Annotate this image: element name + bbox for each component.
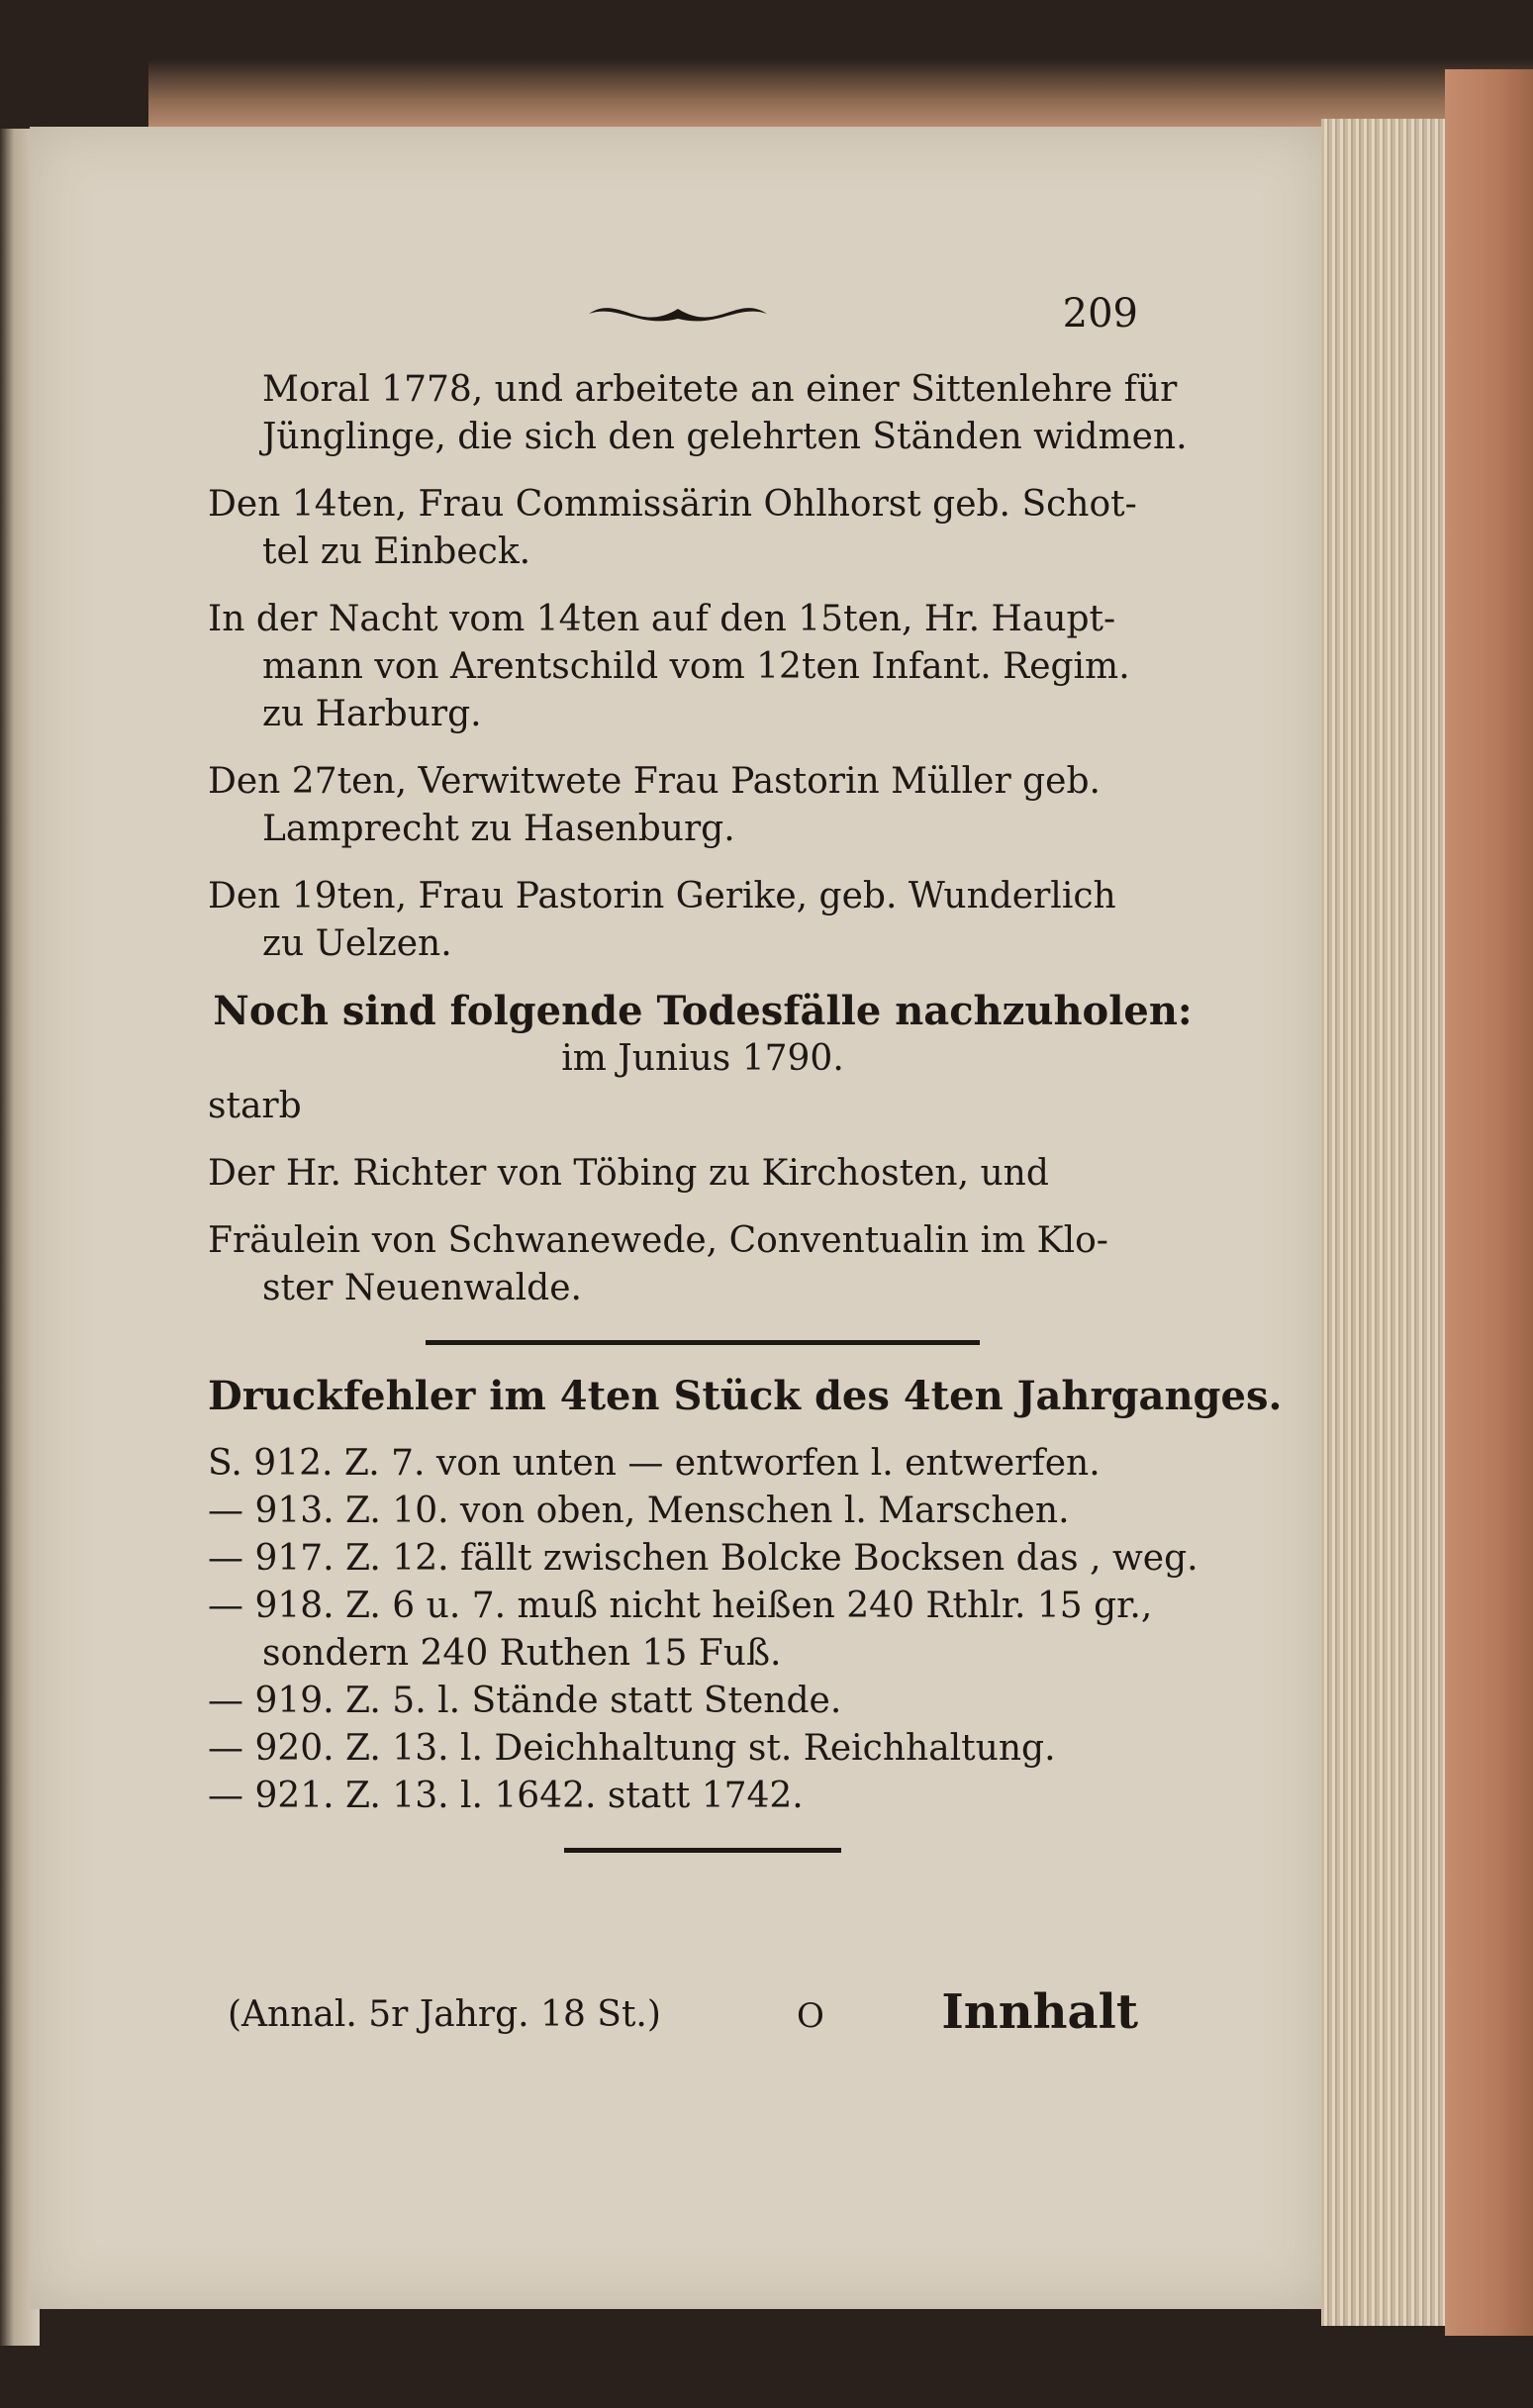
text-line: Den 27ten, Verwitwete Frau Pastorin Müller geb. bbox=[208, 761, 1101, 802]
errata-line: — 921. Z. 13. l. 1642. statt 1742. bbox=[208, 1776, 804, 1816]
text-line: Moral 1778, und arbeitete an einer Sittenlehre für bbox=[262, 369, 1178, 410]
errata-list bbox=[208, 1440, 1198, 1820]
text-line: Den 19ten, Frau Pastorin Gerike, geb. Wunderlich bbox=[208, 876, 1116, 916]
footer-mark: O bbox=[797, 1996, 824, 2036]
text-line: zu Uelzen. bbox=[262, 923, 452, 964]
divider-rule bbox=[426, 1340, 980, 1345]
text-line: Den 14ten, Frau Commissärin Ohlhorst geb. Schot- bbox=[208, 484, 1137, 525]
errata-line: — 919. Z. 5. l. Stände statt Stende. bbox=[208, 1681, 842, 1721]
divider-rule bbox=[564, 1848, 841, 1853]
text-line: Der Hr. Richter von Töbing zu Kirchosten, und bbox=[208, 1153, 1049, 1194]
page-body bbox=[208, 287, 1283, 1880]
page-fore-edge bbox=[1321, 119, 1450, 2326]
page-footer bbox=[228, 1984, 1138, 2054]
text-line: Fräulein von Schwanewede, Conventualin im Klo- bbox=[208, 1220, 1108, 1261]
text-line: starb bbox=[208, 1086, 302, 1126]
obituary-block bbox=[208, 366, 1198, 968]
errata-line: — 913. Z. 10. von oben, Menschen l. Marschen. bbox=[208, 1491, 1070, 1531]
text-line: Lamprecht zu Hasenburg. bbox=[262, 809, 735, 849]
section-subtitle: im Junius 1790. bbox=[561, 1038, 844, 1079]
signature-mark: (Annal. 5r Jahrg. 18 St.) bbox=[228, 1994, 661, 2035]
page-number: 209 bbox=[1062, 291, 1138, 337]
errata-line: sondern 240 Ruthen 15 Fuß. bbox=[262, 1633, 782, 1674]
errata-line: — 920. Z. 13. l. Deichhaltung st. Reichhaltung. bbox=[208, 1728, 1056, 1769]
errata-line: S. 912. Z. 7. von unten — entworfen l. entwerfen. bbox=[208, 1443, 1101, 1484]
errata-title: Druckfehler im 4ten Stück des 4ten Jahrganges. bbox=[208, 1373, 1283, 1419]
book-cover-edge bbox=[1445, 69, 1533, 2336]
text-line: Jünglinge, die sich den gelehrten Ständen widmen. bbox=[262, 417, 1188, 457]
section-block bbox=[208, 1083, 1198, 1312]
text-line: zu Harburg. bbox=[262, 694, 482, 734]
text-line: tel zu Einbeck. bbox=[262, 531, 531, 572]
text-line: ster Neuenwalde. bbox=[262, 1268, 582, 1308]
catchword: Innhalt bbox=[941, 1984, 1138, 2040]
section-title: Noch sind folgende Todesfälle nachzuholen: bbox=[213, 988, 1193, 1034]
text-line: In der Nacht vom 14ten auf den 15ten, Hr. Haupt- bbox=[208, 599, 1116, 639]
errata-line: — 917. Z. 12. fällt zwischen Bolcke Bocksen das , weg. bbox=[208, 1538, 1198, 1579]
errata-line: — 918. Z. 6 u. 7. muß nicht heißen 240 Rthlr. 15 gr., bbox=[208, 1586, 1153, 1626]
text-line: mann von Arentschild vom 12ten Infant. Regim. bbox=[262, 646, 1130, 687]
